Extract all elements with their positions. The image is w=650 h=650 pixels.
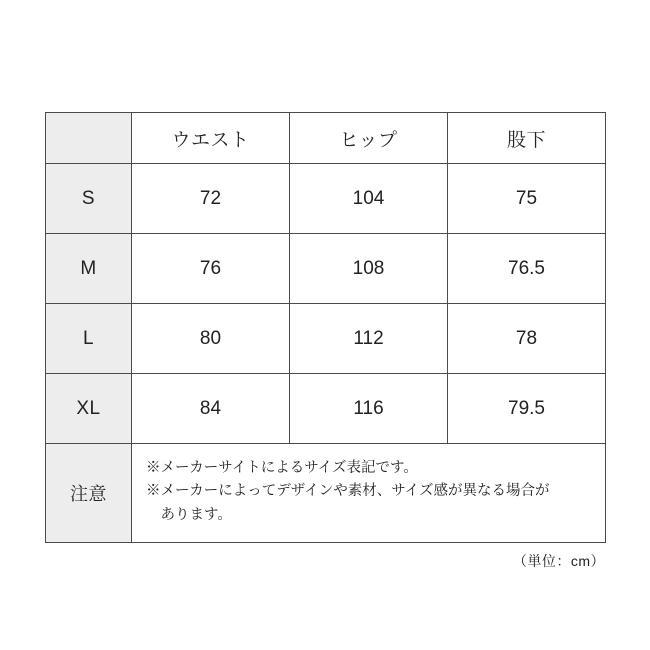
note-line: ※メーカーサイトによるサイズ表記です。 (146, 460, 418, 476)
note-row (46, 444, 606, 543)
table-row (46, 164, 606, 234)
cell-xl-hip: 116 (290, 374, 448, 444)
cell-s-inseam: 75 (448, 164, 606, 234)
cell-m-hip: 108 (290, 234, 448, 304)
size-table-container (45, 112, 605, 543)
header-row (46, 113, 606, 164)
cell-s-hip: 104 (290, 164, 448, 234)
note-body (132, 444, 606, 543)
column-header-inseam: 股下 (448, 113, 606, 164)
cell-xl-waist: 84 (132, 374, 290, 444)
column-header-hip: ヒップ (290, 113, 448, 164)
cell-s-waist: 72 (132, 164, 290, 234)
table-row (46, 304, 606, 374)
size-table-head (46, 113, 606, 164)
table-row (46, 234, 606, 304)
cell-l-waist: 80 (132, 304, 290, 374)
row-label-l: L (46, 304, 132, 374)
row-label-xl: XL (46, 374, 132, 444)
size-table (45, 112, 606, 543)
column-header-waist: ウエスト (132, 113, 290, 164)
cell-m-inseam: 76.5 (448, 234, 606, 304)
note-line: あります。 (146, 506, 232, 523)
table-row (46, 374, 606, 444)
cell-l-inseam: 78 (448, 304, 606, 374)
note-line: ※メーカーによってデザインや素材、サイズ感が異なる場合が (146, 483, 550, 500)
unit-note: （単位：cm） (512, 553, 605, 569)
cell-xl-inseam: 79.5 (448, 374, 606, 444)
row-label-s: S (46, 164, 132, 234)
table-corner-cell (46, 113, 132, 164)
size-table-body (46, 164, 606, 543)
note-label: 注意 (46, 444, 132, 543)
cell-l-hip: 112 (290, 304, 448, 374)
cell-m-waist: 76 (132, 234, 290, 304)
row-label-m: M (46, 234, 132, 304)
